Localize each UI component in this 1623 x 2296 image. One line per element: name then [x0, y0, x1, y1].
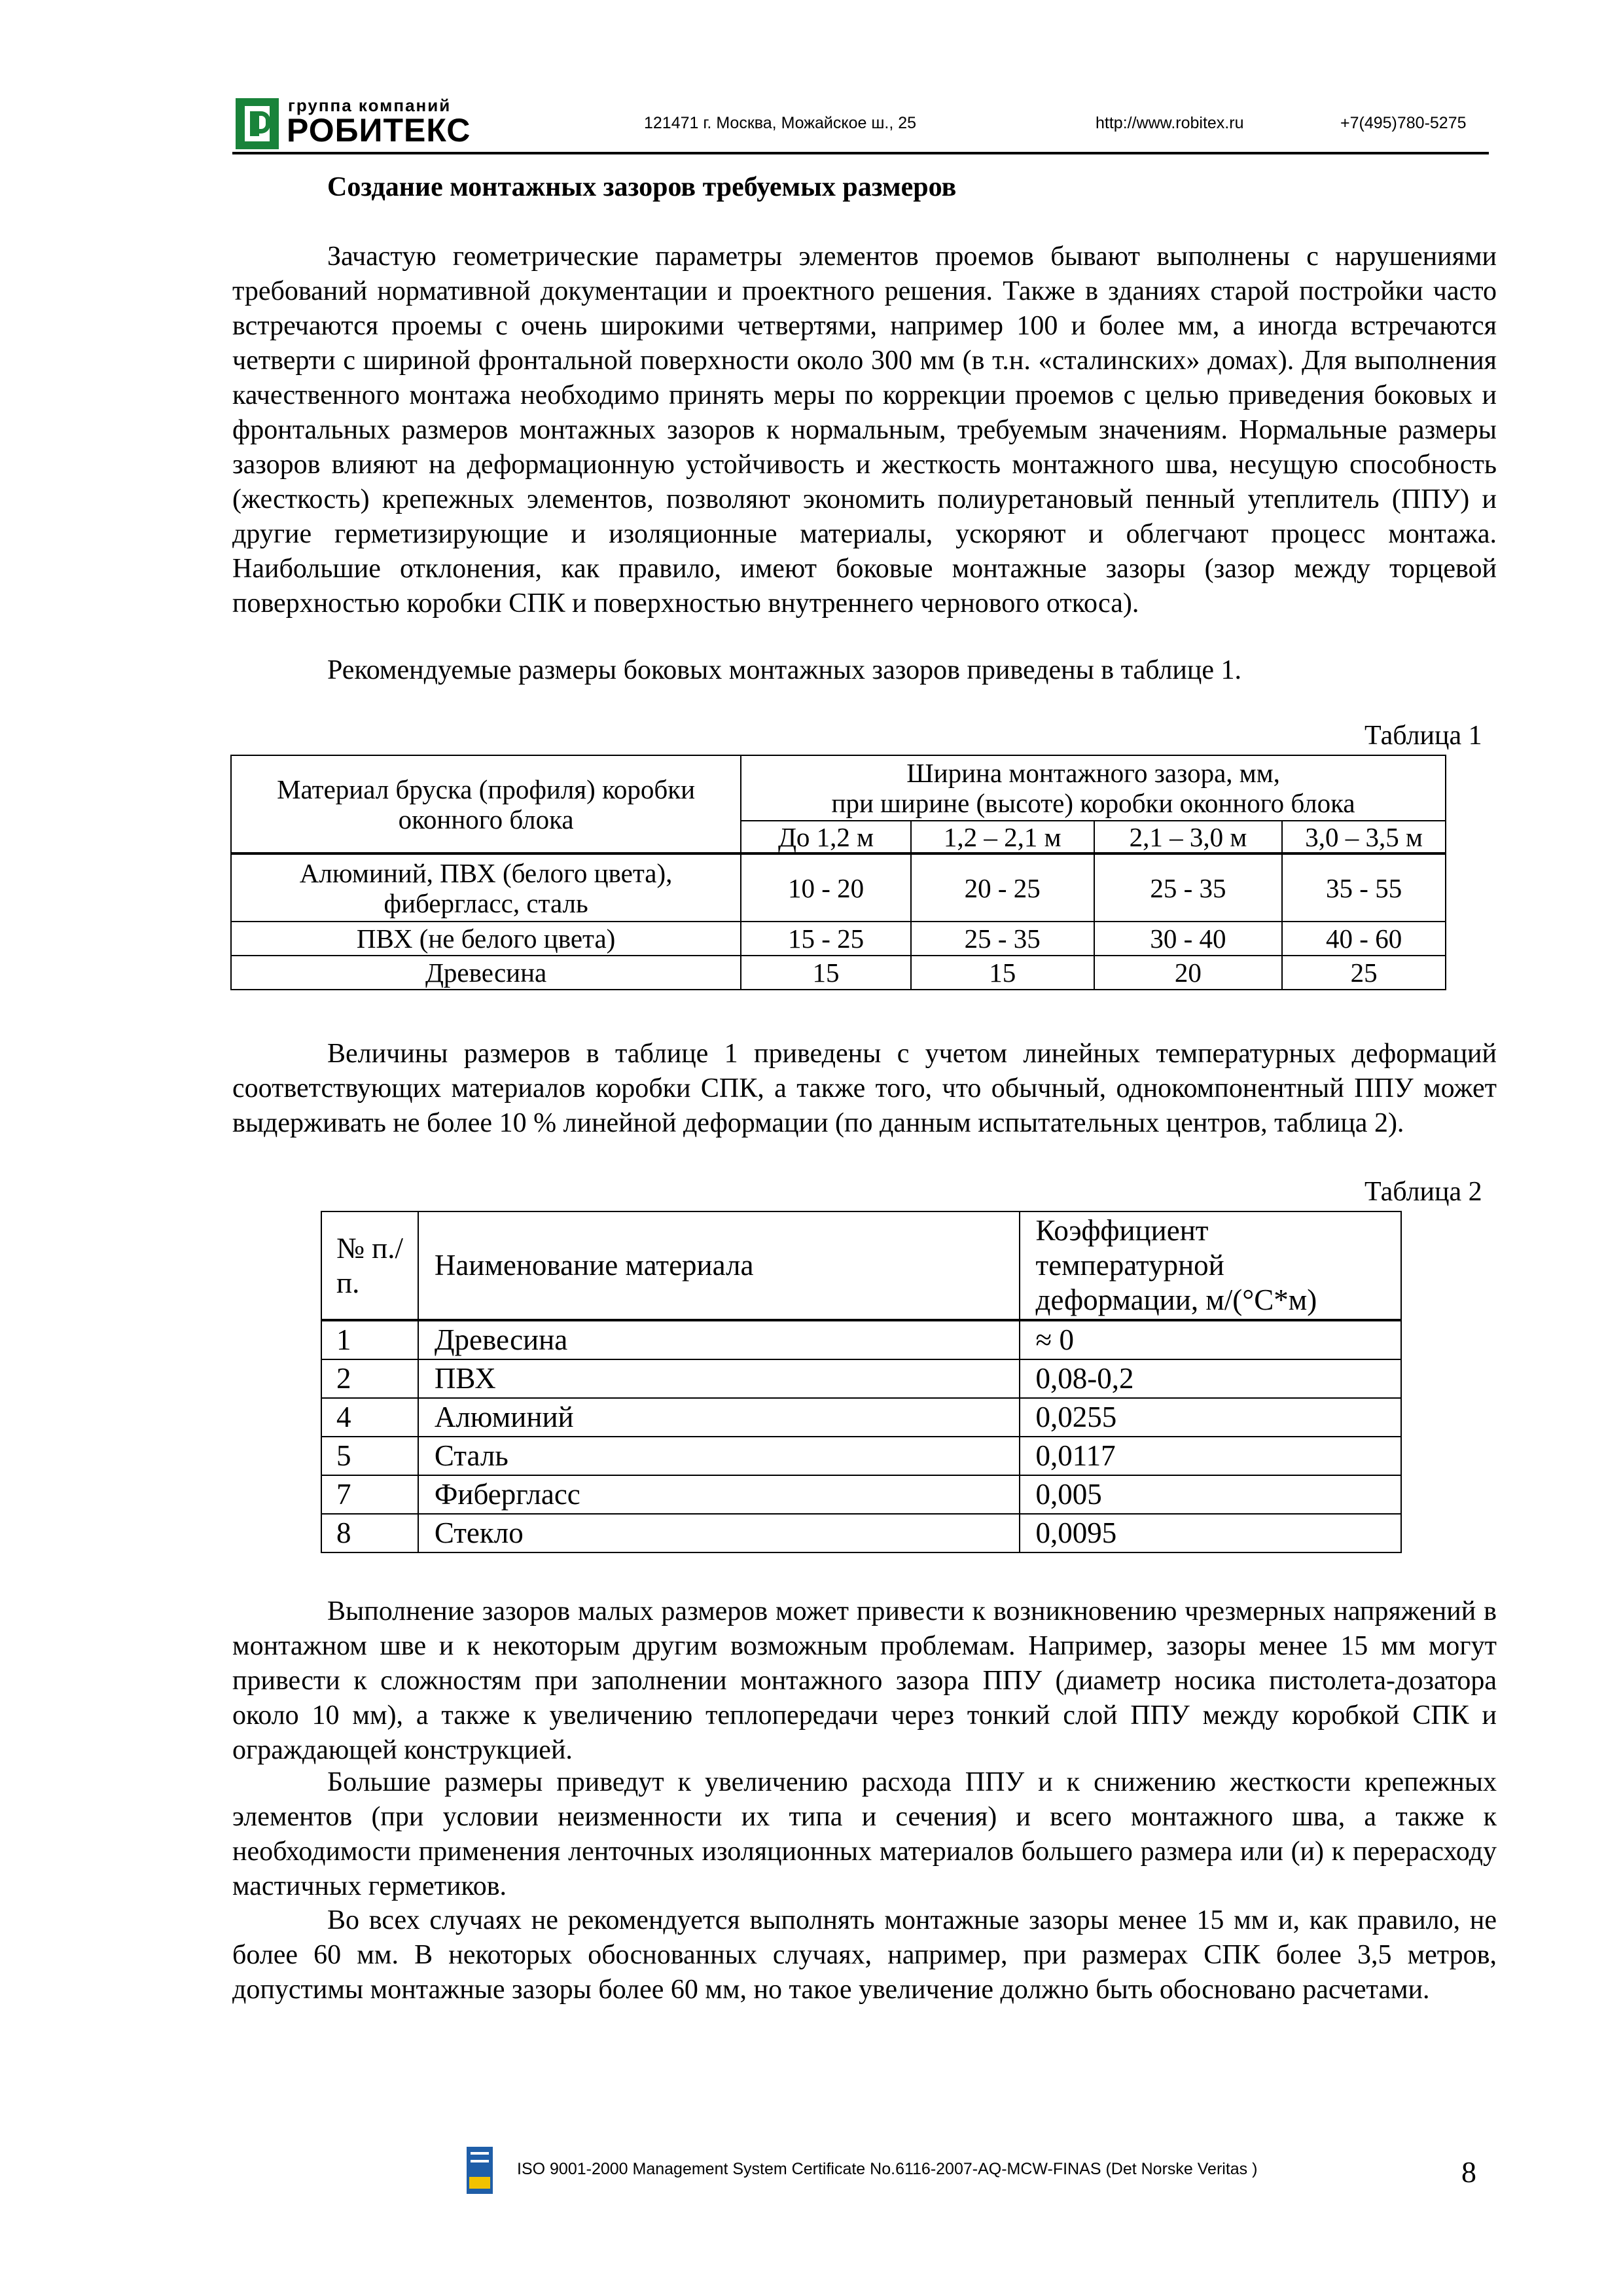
table2-num-cell: 4 — [321, 1398, 418, 1437]
header-divider — [232, 152, 1489, 154]
table2-num-cell: 8 — [321, 1514, 418, 1552]
table2-name-cell: Алюминий — [418, 1398, 1020, 1437]
table1-value-cell: 10 - 20 — [741, 853, 911, 922]
table1-value-cell: 25 - 35 — [1094, 853, 1283, 922]
table1-value-cell: 15 - 25 — [741, 922, 911, 956]
logo-name: РОБИТЕКС — [287, 112, 471, 149]
table2-coef-cell: 0,08-0,2 — [1020, 1359, 1401, 1398]
table2-name-cell: ПВХ — [418, 1359, 1020, 1398]
table1-value-cell: 30 - 40 — [1094, 922, 1283, 956]
table-row — [231, 922, 1446, 956]
paragraph-large-gaps: Большие размеры приведут к увеличению расхода ППУ и к снижению жесткости крепежных элементов (при условии неизменности их типа и сечения) и всего монтажного шва, а также к необходимости применения ленточных изоляционных материалов большего размера или (и) к перерасходу мастичных герметиков. — [232, 1767, 1497, 1901]
table1-material-cell: ПВХ (не белого цвета) — [231, 922, 741, 956]
page-number: 8 — [1461, 2155, 1476, 2189]
table1-col-header: 3,0 – 3,5 м — [1282, 821, 1446, 853]
table1-value-cell: 35 - 55 — [1282, 853, 1446, 922]
table2-header-coef: Коэффициент температурной деформации, м/(°С*м) — [1020, 1211, 1401, 1320]
table-row — [321, 1437, 1401, 1475]
logo-subtitle: группа компаний — [288, 96, 452, 115]
table2-name-cell: Сталь — [418, 1437, 1020, 1475]
table-row — [321, 1475, 1401, 1514]
table2-name-cell: Стекло — [418, 1514, 1020, 1552]
gap-size-table — [230, 755, 1446, 990]
table1-value-cell: 25 - 35 — [911, 922, 1094, 956]
table1-value-cell: 20 - 25 — [911, 853, 1094, 922]
page-header — [236, 98, 1505, 152]
header-website[interactable]: http://www.robitex.ru — [1096, 114, 1244, 132]
table2-header-name: Наименование материала — [418, 1211, 1020, 1320]
table2-num-cell: 2 — [321, 1359, 418, 1398]
table2-num-cell: 7 — [321, 1475, 418, 1514]
table1-value-cell: 15 — [741, 956, 911, 990]
table-row — [321, 1514, 1401, 1552]
table1-col-header: До 1,2 м — [741, 821, 911, 853]
thermal-coefficient-table — [321, 1211, 1402, 1553]
table2-coef-cell: 0,0117 — [1020, 1437, 1401, 1475]
table-row — [231, 853, 1446, 922]
table2-coef-cell: ≈ 0 — [1020, 1320, 1401, 1359]
table2-header-num: № п./п. — [321, 1211, 418, 1320]
table2-num-cell: 5 — [321, 1437, 418, 1475]
table2-caption: Таблица 2 — [1364, 1177, 1482, 1207]
table1-header-width: Ширина монтажного зазора, мм, при ширине (высоте) коробки оконного блока — [741, 755, 1446, 821]
table1-value-cell: 25 — [1282, 956, 1446, 990]
table1-material-cell: Алюминий, ПВХ (белого цвета), фибергласс, сталь — [231, 853, 741, 922]
robitex-logo-icon — [236, 98, 279, 149]
table1-value-cell: 15 — [911, 956, 1094, 990]
section-title: Создание монтажных зазоров требуемых размеров — [327, 172, 957, 202]
header-phone: +7(495)780-5275 — [1340, 114, 1467, 132]
table-row — [231, 956, 1446, 990]
header-address: 121471 г. Москва, Можайское ш., 25 — [644, 114, 917, 132]
table1-material-cell: Древесина — [231, 956, 741, 990]
certification-logo-icon — [467, 2147, 493, 2194]
table2-coef-cell: 0,0095 — [1020, 1514, 1401, 1552]
table1-col-header: 2,1 – 3,0 м — [1094, 821, 1283, 853]
paragraph-small-gaps: Выполнение зазоров малых размеров может привести к возникновению чрезмерных напряжений в монтажном шве и к некоторым другим возможным проблемам. Например, зазоры менее 15 мм могут привести к сложностям при заполнении монтажного зазора ППУ (диаметр носика пистолета-дозатора около 10 мм), а также к увеличению теплопередачи через тонкий слой ППУ между коробкой СПК и ограждающей конструкцией. — [232, 1596, 1497, 1765]
table-row — [321, 1320, 1401, 1359]
table2-num-cell: 1 — [321, 1320, 418, 1359]
paragraph-table1-notes: Величины размеров в таблице 1 приведены с учетом линейных температурных деформаций соответствующих материалов коробки СПК, а также того, что обычный, однокомпонентный ППУ может выдерживать не более 10 % линейной деформации (по данным испытательных центров, таблица 2). — [232, 1039, 1497, 1138]
table1-col-header: 1,2 – 2,1 м — [911, 821, 1094, 853]
paragraph-table1-ref: Рекомендуемые размеры боковых монтажных зазоров приведены в таблице 1. — [327, 655, 1242, 685]
table1-header-material: Материал бруска (профиля) коробки оконного блока — [231, 755, 741, 853]
table-row — [321, 1359, 1401, 1398]
table2-name-cell: Фибергласс — [418, 1475, 1020, 1514]
table-row — [321, 1398, 1401, 1437]
table1-value-cell: 40 - 60 — [1282, 922, 1446, 956]
iso-certificate-note: ISO 9001-2000 Management System Certificate No.6116-2007-AQ-MCW-FINAS (Det Norske Veritas ) — [517, 2160, 1258, 2178]
table2-name-cell: Древесина — [418, 1320, 1020, 1359]
table1-caption: Таблица 1 — [1364, 721, 1482, 751]
paragraph-intro: Зачастую геометрические параметры элементов проемов бывают выполнены с нарушениями требований нормативной документации и проектного решения. Также в зданиях старой постройки часто встречаются проемы с очень широкими четвертями, например 100 и более мм, а иногда встречаются четверти с шириной фронтальной поверхности около 300 мм (в т.н. «сталинских» домах). Для выполнения качественного монтажа необходимо принять меры по коррекции проемов с целью приведения боковых и фронтальных размеров монтажных зазоров к нормальным, требуемым значениям. Нормальные размеры зазоров влияют на деформационную устойчивость и жесткость монтажного шва, несущую способность (жесткость) крепежных элементов, позволяют экономить полиуретановый пенный утеплитель (ППУ) и другие герметизирующие и изоляционные материалы, ускоряют и облегчают процесс монтажа. Наибольшие отклонения, как правило, имеют боковые монтажные зазоры (зазор между торцевой поверхностью коробки СПК и поверхностью внутреннего чернового откоса). — [232, 242, 1497, 619]
table2-coef-cell: 0,0255 — [1020, 1398, 1401, 1437]
table2-coef-cell: 0,005 — [1020, 1475, 1401, 1514]
paragraph-recommendation: Во всех случаях не рекомендуется выполнять монтажные зазоры менее 15 мм и, как правило, не более 60 мм. В некоторых обоснованных случаях, например, при размерах СПК более 3,5 метров, допустимы монтажные зазоры более 60 мм, но такое увеличение должно быть обосновано расчетами. — [232, 1905, 1497, 2005]
table1-value-cell: 20 — [1094, 956, 1283, 990]
